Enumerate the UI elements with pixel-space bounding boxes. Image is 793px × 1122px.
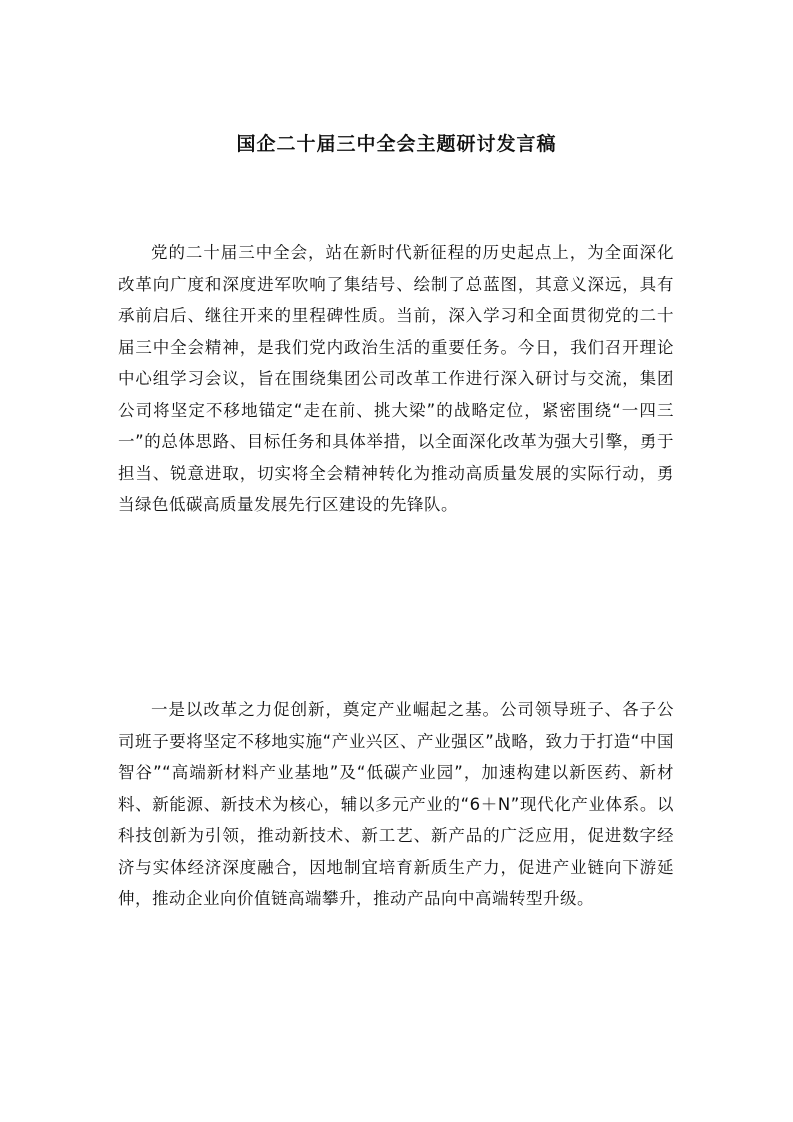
- paragraph-point-one: 一是以改革之力促创新，奠定产业崛起之基。公司领导班子、各子公司班子要将坚定不移地实施“产业兴区、产业强区”战略，致力于打造“中国智谷”“高端新材料产业基地”及“低碳产业园”，加速构建以新医药、新材料、新能源、新技术为核心，辅以多元产业的“6＋N”现代化产业体系。以科技创新为引领，推动新技术、新工艺、新产品的广泛应用，促进数字经济与实体经济深度融合，因地制宜培育新质生产力，促进产业链向下游延伸，推动企业向价值链高端攀升，推动产品向中高端转型升级。: [118, 700, 674, 908]
- paragraph-intro: 党的二十届三中全会，站在新时代新征程的历史起点上，为全面深化改革向广度和深度进军吹响了集结号、绘制了总蓝图，其意义深远，具有承前启后、继往开来的里程碑性质。当前，深入学习和全面贯彻党的二十届三中全会精神，是我们党内政治生活的重要任务。今日，我们召开理论中心组学习会议，旨在围绕集团公司改革工作进行深入研讨与交流，集团公司将坚定不移地锚定“走在前、挑大梁”的战略定位，紧密围绕“一四三一”的总体思路、目标任务和具体举措，以全面深化改革为强大引擎，勇于担当、锐意进取，切实将全会精神转化为推动高质量发展的实际行动，勇当绿色低碳高质量发展先行区建设的先锋队。: [118, 243, 674, 514]
- document-title: 国企二十届三中全会主题研讨发言稿: [236, 133, 557, 155]
